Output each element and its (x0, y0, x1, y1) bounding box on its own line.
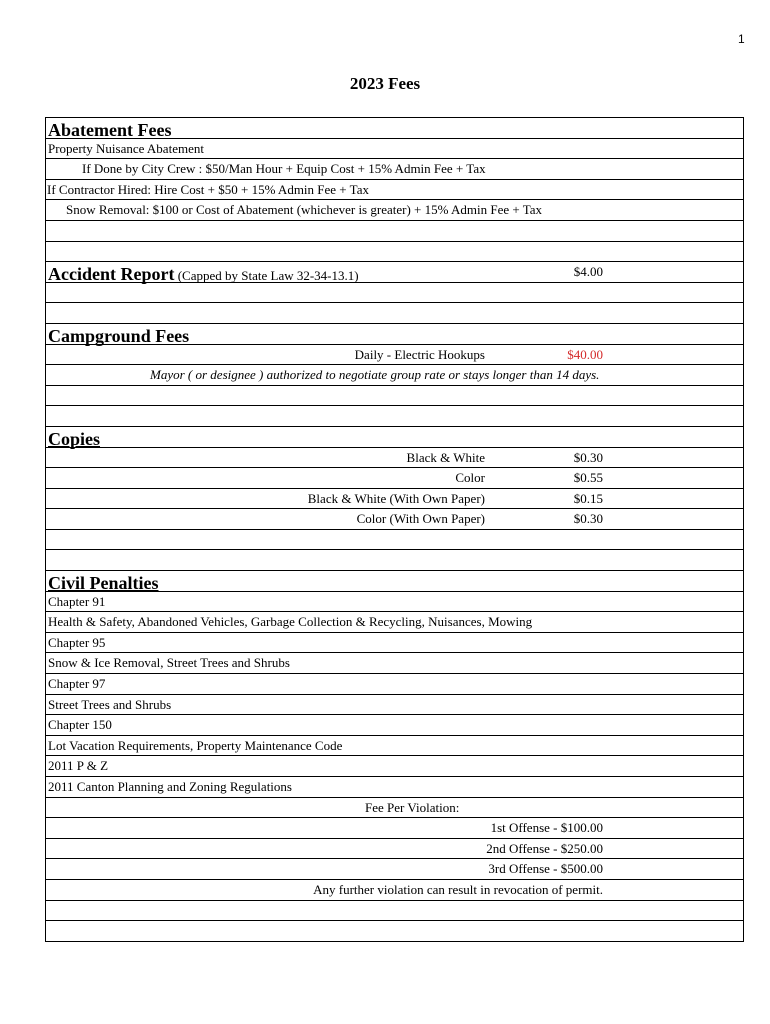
offense-3: 3rd Offense - $500.00 (488, 861, 603, 877)
abatement-line3-row (46, 200, 743, 221)
blank-row (46, 386, 743, 407)
copies-heading: Copies (48, 428, 101, 449)
civil-line: Lot Vacation Requirements, Property Maintenance Code (48, 737, 343, 753)
fee-per-violation: Fee Per Violation: (365, 799, 460, 815)
civil-line-row (46, 653, 743, 674)
civil-line-row (46, 674, 743, 695)
civil-line: Chapter 91 (48, 593, 106, 609)
campground-note-row (46, 365, 743, 386)
offense-row (46, 859, 743, 880)
blank-row (46, 530, 743, 551)
campground-heading-row (46, 324, 743, 345)
civil-heading: Civil Penalties (48, 573, 159, 594)
civil-line-row (46, 756, 743, 777)
campground-heading: Campground Fees (48, 325, 190, 346)
civil-line-row (46, 633, 743, 654)
accident-value: $4.00 (573, 264, 603, 280)
accident-row (46, 262, 743, 283)
civil-line: 2011 Canton Planning and Zoning Regulations (48, 779, 292, 794)
campground-value: $40.00 (567, 346, 603, 362)
further-violation-note: Any further violation can result in revocation of permit. (313, 881, 603, 897)
civil-line: Health & Safety, Abandoned Vehicles, Garbage Collection & Recycling, Nuisances, Mowing (48, 614, 533, 630)
civil-line: Chapter 97 (48, 676, 106, 692)
page-title: 2023 Fees (349, 74, 421, 93)
copies-label: Black & White (406, 449, 485, 465)
copies-label: Color (With Own Paper) (356, 511, 485, 527)
copies-heading-row (46, 427, 743, 448)
abatement-line1-row (46, 159, 743, 180)
campground-note: Mayor ( or designee ) authorized to negotiate group rate or stays longer than 14 days. (150, 367, 600, 383)
abatement-line2: If Contractor Hired: Hire Cost + $50 + 15% Admin Fee + Tax (47, 181, 369, 197)
copies-item-row (46, 448, 743, 469)
blank-row (46, 550, 743, 571)
accident-heading: Accident Report (Capped by State Law 32-34-13.1) (48, 264, 359, 285)
copies-label: Color (455, 470, 485, 486)
civil-line: 2011 P & Z (48, 758, 109, 774)
offense-2: 2nd Offense - $250.00 (486, 840, 603, 856)
blank-row (46, 303, 743, 324)
further-row (46, 880, 743, 901)
abatement-sub: Property Nuisance Abatement (48, 140, 204, 156)
blank-row (46, 406, 743, 427)
civil-line-row (46, 777, 743, 798)
abatement-line2-row (46, 180, 743, 201)
copies-value: $0.30 (573, 449, 603, 465)
fee-sheet (45, 117, 744, 942)
abatement-line1: If Done by City Crew : $50/Man Hour + Equip Cost + 15% Admin Fee + Tax (82, 161, 486, 177)
copies-value: $0.55 (573, 470, 603, 486)
civil-line: Chapter 95 (48, 634, 106, 650)
blank-row (46, 242, 743, 263)
accident-note: (Capped by State Law 32-34-13.1) (174, 268, 359, 284)
abatement-sub-row (46, 139, 743, 160)
campground-label: Daily - Electric Hookups (354, 346, 485, 362)
civil-heading-row (46, 571, 743, 592)
offense-row (46, 818, 743, 839)
civil-line-row (46, 736, 743, 757)
civil-line-row (46, 592, 743, 613)
civil-line-row (46, 612, 743, 633)
blank-row (46, 921, 743, 942)
blank-row (46, 901, 743, 922)
abatement-heading: Abatement Fees (48, 120, 172, 140)
copies-value: $0.15 (573, 490, 603, 506)
campground-item-row (46, 345, 743, 366)
copies-value: $0.30 (573, 511, 603, 527)
civil-line: Snow & Ice Removal, Street Trees and Shrubs (48, 655, 290, 671)
copies-item-row (46, 489, 743, 510)
copies-item-row (46, 509, 743, 530)
offense-1: 1st Offense - $100.00 (490, 820, 603, 836)
abatement-heading-row (46, 118, 743, 139)
abatement-line3: Snow Removal: $100 or Cost of Abatement (whichever is greater) + 15% Admin Fee + Tax (66, 202, 543, 218)
page-number: 1 (738, 32, 745, 46)
civil-line-row (46, 695, 743, 716)
blank-row (46, 221, 743, 242)
copies-label: Black & White (With Own Paper) (307, 490, 485, 506)
blank-row (46, 283, 743, 304)
civil-line: Street Trees and Shrubs (48, 696, 172, 712)
fee-heading-row (46, 798, 743, 819)
civil-line-row (46, 715, 743, 736)
civil-line: Chapter 150 (48, 717, 112, 733)
copies-item-row (46, 468, 743, 489)
offense-row (46, 839, 743, 860)
